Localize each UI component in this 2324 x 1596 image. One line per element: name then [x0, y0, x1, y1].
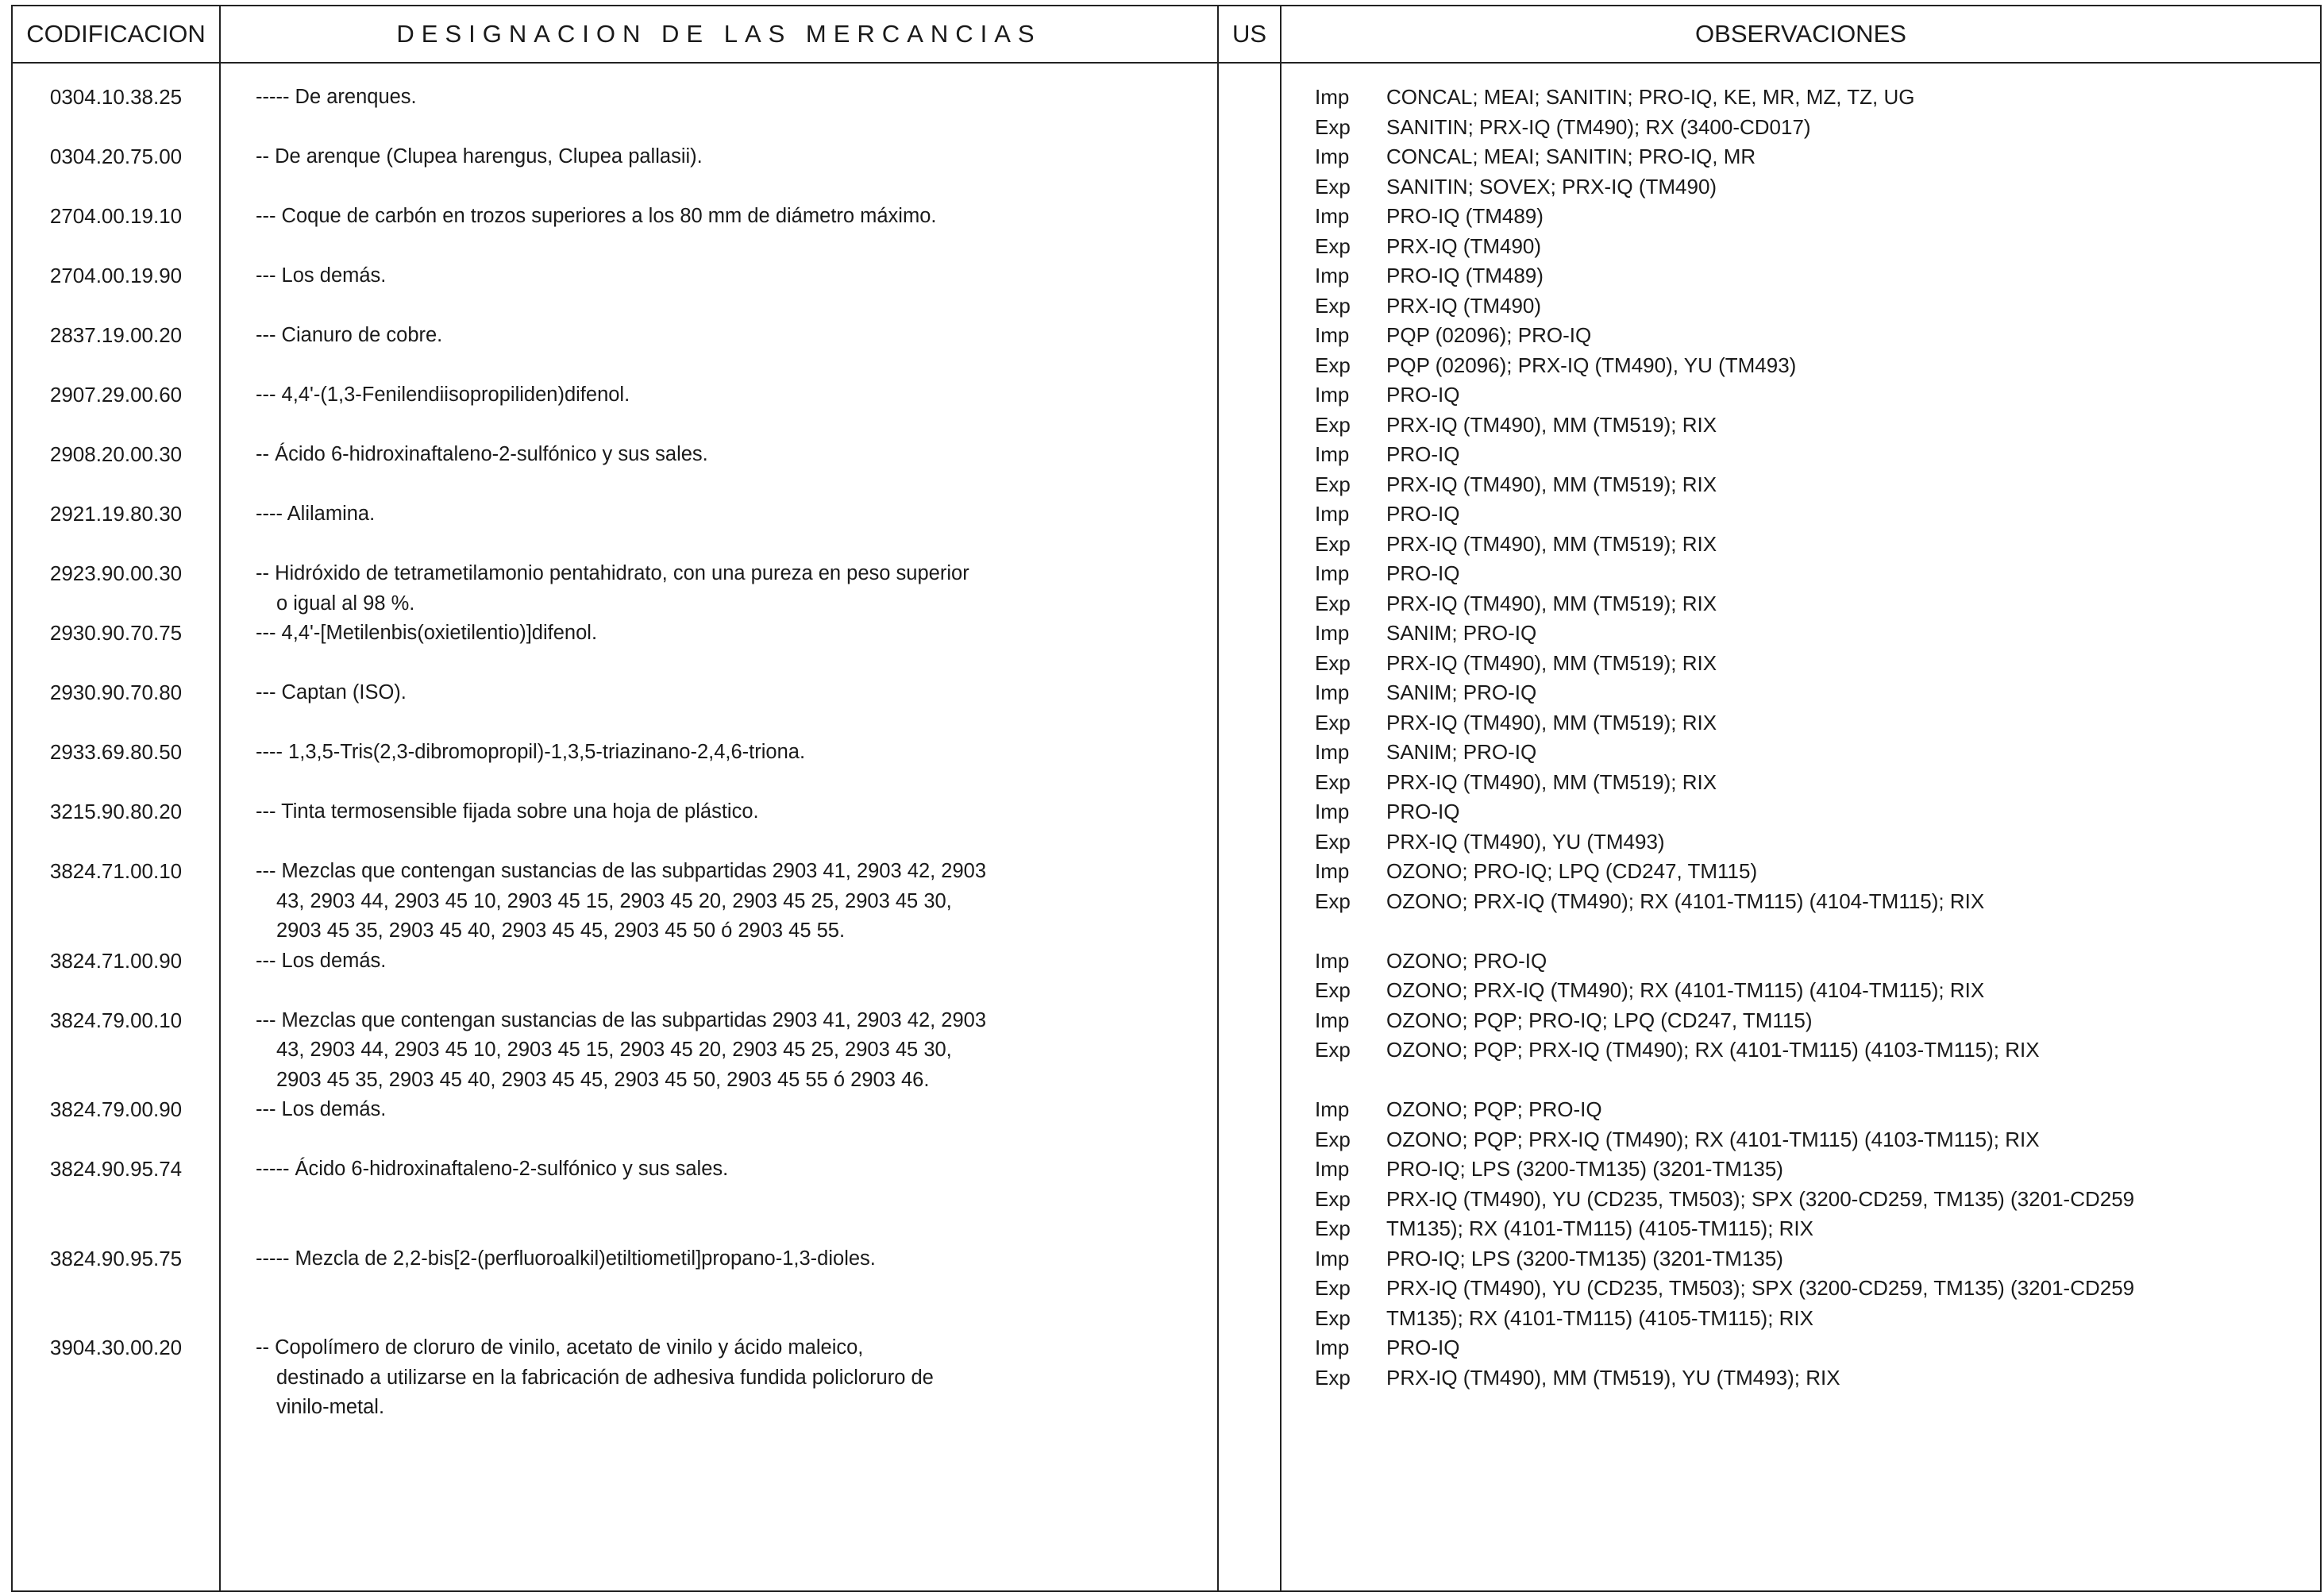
observation-type: Imp: [1315, 323, 1350, 347]
tariff-code: 3824.90.95.75: [49, 1246, 183, 1270]
observation-text: OZONO; PQP; PRO-IQ; LPQ (CD247, TM115): [1386, 1008, 1813, 1032]
observations: [1315, 1333, 2299, 1393]
observation-type: Exp: [1315, 978, 1351, 1002]
observation-text: OZONO; PQP; PRX-IQ (TM490); RX (4101-TM115) (4103-TM115); RIX: [1386, 1038, 2040, 1062]
observation-text: PRX-IQ (TM490), MM (TM519); RIX: [1386, 591, 1717, 615]
observation-type: Exp: [1315, 889, 1351, 913]
observations: [1315, 321, 2299, 380]
observation-type: Imp: [1315, 859, 1350, 883]
observation-type: Exp: [1315, 591, 1351, 615]
observation-text: PRO-IQ: [1386, 800, 1460, 823]
observation-line: [1315, 1006, 2299, 1036]
observations: [1315, 946, 2299, 1006]
observation-line: [1315, 1155, 2299, 1185]
description-line: ----- Mezcla de 2,2-bis[2-(perfluoroalkil)etiltiometil]propano-1,3-dioles.: [256, 1247, 876, 1270]
observation-text: SANIM; PRO-IQ: [1386, 740, 1537, 764]
tariff-code: 2921.19.80.30: [49, 502, 183, 526]
observations: [1315, 1244, 2299, 1334]
observations: [1315, 857, 2299, 916]
description-line: destinado a utilizarse en la fabricación de adhesiva fundida policloruro de: [276, 1366, 934, 1389]
description-line: --- 4,4'-[Metilenbis(oxietilentio)]difenol.: [256, 622, 598, 644]
observation-line: [1315, 1035, 2299, 1066]
observation-type: Imp: [1315, 264, 1350, 287]
header-us: US: [1231, 20, 1267, 48]
observation-text: PRO-IQ; LPS (3200-TM135) (3201-TM135): [1386, 1157, 1783, 1181]
observation-text: PRO-IQ: [1386, 561, 1460, 585]
observation-type: Imp: [1315, 561, 1350, 585]
observation-line: [1315, 946, 2299, 977]
observations: [1315, 1155, 2299, 1244]
observation-line: [1315, 113, 2299, 143]
observations: [1315, 202, 2299, 261]
observation-text: OZONO; PRO-IQ: [1386, 948, 1547, 973]
observation-text: PRX-IQ (TM490), YU (CD235, TM503); SPX (3200-CD259, TM135) (3201-CD259: [1386, 1186, 2135, 1211]
goods-description: [256, 440, 1081, 470]
description-line: ---- 1,3,5-Tris(2,3-dibromopropil)-1,3,5-triazinano-2,4,6-triona.: [256, 741, 806, 763]
observation-line: [1315, 321, 2299, 351]
observations: [1315, 678, 2299, 738]
goods-description: [256, 499, 1081, 530]
observation-text: PRX-IQ (TM490), MM (TM519); RIX: [1386, 531, 1717, 556]
observation-type: Imp: [1315, 1008, 1350, 1032]
observation-text: PRO-IQ: [1386, 383, 1460, 407]
observation-type: Imp: [1315, 740, 1350, 764]
observation-line: [1315, 1274, 2299, 1304]
goods-description: [256, 946, 1081, 977]
observations: [1315, 1095, 2299, 1155]
observation-type: Imp: [1315, 948, 1350, 973]
description-line: --- Cianuro de cobre.: [256, 324, 443, 346]
observations: [1315, 380, 2299, 440]
observations: [1315, 797, 2299, 857]
observation-line: [1315, 142, 2299, 172]
observation-text: OZONO; PQP; PRO-IQ: [1386, 1097, 1602, 1121]
observation-type: Exp: [1315, 829, 1351, 854]
observation-line: [1315, 172, 2299, 202]
observation-text: PRX-IQ (TM490), MM (TM519), YU (TM493); RIX: [1386, 1365, 1840, 1390]
description-line: 43, 2903 44, 2903 45 10, 2903 45 15, 2903 45 20, 2903 45 25, 2903 45 30,: [276, 1039, 952, 1061]
observation-line: [1315, 1363, 2299, 1394]
observation-type: Imp: [1315, 383, 1350, 407]
observation-type: Exp: [1315, 769, 1351, 794]
description-line: --- Los demás.: [256, 264, 387, 287]
header-observaciones: OBSERVACIONES: [1695, 20, 1906, 48]
description-line: ---- Alilamina.: [256, 503, 376, 525]
observation-text: CONCAL; MEAI; SANITIN; PRO-IQ, KE, MR, MZ, TZ, UG: [1386, 85, 1915, 109]
observation-text: PRO-IQ: [1386, 1336, 1460, 1359]
observation-type: Exp: [1315, 174, 1351, 199]
tariff-code: 2923.90.00.30: [49, 561, 183, 585]
goods-description: [256, 142, 1081, 172]
observation-text: PRO-IQ: [1386, 442, 1460, 466]
observations: [1315, 261, 2299, 321]
observations: [1315, 619, 2299, 678]
observation-type: Exp: [1315, 1365, 1351, 1390]
observation-text: PRO-IQ (TM489): [1386, 204, 1544, 228]
observation-text: SANIM; PRO-IQ: [1386, 680, 1537, 704]
description-line: vinilo-metal.: [276, 1396, 385, 1418]
observation-line: [1315, 708, 2299, 738]
observations: [1315, 499, 2299, 559]
observation-text: PRX-IQ (TM490), MM (TM519); RIX: [1386, 769, 1717, 794]
description-line: --- Los demás.: [256, 1098, 387, 1120]
observations: [1315, 559, 2299, 619]
observation-text: OZONO; PRX-IQ (TM490); RX (4101-TM115) (4104-TM115); RIX: [1386, 978, 1985, 1002]
description-line: ----- Ácido 6-hidroxinaftaleno-2-sulfónico y sus sales.: [256, 1158, 729, 1180]
tariff-code: 0304.20.75.00: [49, 145, 183, 168]
header-designacion: DESIGNACION DE LAS MERCANCIAS: [396, 20, 1042, 48]
observation-line: [1315, 380, 2299, 411]
observation-line: [1315, 1214, 2299, 1244]
observation-type: Imp: [1315, 621, 1350, 645]
goods-description: [256, 1244, 1081, 1274]
tariff-code: 3824.71.00.90: [49, 948, 183, 973]
tariff-table: [11, 5, 2322, 1592]
observation-text: PRX-IQ (TM490), MM (TM519); RIX: [1386, 472, 1717, 496]
description-line: -- Copolímero de cloruro de vinilo, acetato de vinilo y ácido maleico,: [256, 1336, 864, 1359]
observation-type: Exp: [1315, 353, 1351, 377]
observation-line: [1315, 1304, 2299, 1334]
goods-description: [256, 1155, 1081, 1185]
observation-type: Exp: [1315, 710, 1351, 734]
observation-type: Imp: [1315, 1246, 1350, 1270]
description-line: --- Mezclas que contengan sustancias de las subpartidas 2903 41, 2903 42, 2903: [256, 860, 987, 882]
observation-type: Exp: [1315, 1276, 1351, 1300]
tariff-code: 2837.19.00.20: [49, 323, 183, 347]
tariff-code: 2933.69.80.50: [49, 740, 183, 764]
observation-type: Imp: [1315, 204, 1350, 228]
column-divider: [219, 6, 221, 1590]
observations: [1315, 440, 2299, 499]
goods-description: [256, 619, 1081, 649]
observation-text: PRX-IQ (TM490), YU (CD235, TM503); SPX (3200-CD259, TM135) (3201-CD259: [1386, 1276, 2135, 1300]
observation-type: Imp: [1315, 1336, 1350, 1359]
observation-type: Exp: [1315, 293, 1351, 318]
observation-text: SANITIN; SOVEX; PRX-IQ (TM490): [1386, 174, 1717, 199]
description-line: 2903 45 35, 2903 45 40, 2903 45 45, 2903 45 50 ó 2903 45 55.: [276, 919, 846, 942]
column-divider: [1217, 6, 1219, 1590]
observation-line: [1315, 1125, 2299, 1155]
observation-line: [1315, 976, 2299, 1006]
observation-text: PRX-IQ (TM490), YU (TM493): [1386, 829, 1665, 854]
observation-text: PRX-IQ (TM490), MM (TM519); RIX: [1386, 650, 1717, 675]
observation-text: PRX-IQ (TM490): [1386, 233, 1542, 258]
observation-text: PRO-IQ (TM489): [1386, 264, 1544, 287]
observations: [1315, 142, 2299, 202]
tariff-code: 3824.90.95.74: [49, 1157, 183, 1181]
description-line: o igual al 98 %.: [276, 592, 415, 615]
description-line: ----- De arenques.: [256, 86, 417, 108]
tariff-code: 3215.90.80.20: [49, 800, 183, 823]
observations: [1315, 1006, 2299, 1066]
observation-type: Imp: [1315, 800, 1350, 823]
observation-text: PRO-IQ; LPS (3200-TM135) (3201-TM135): [1386, 1246, 1783, 1270]
tariff-code: 2704.00.19.90: [49, 264, 183, 287]
observation-type: Exp: [1315, 1186, 1351, 1211]
tariff-code: 2930.90.70.75: [49, 621, 183, 645]
observation-text: OZONO; PRX-IQ (TM490); RX (4101-TM115) (4104-TM115); RIX: [1386, 889, 1985, 913]
observation-line: [1315, 261, 2299, 291]
observation-type: Exp: [1315, 472, 1351, 496]
goods-description: [256, 559, 1081, 619]
goods-description: [256, 1095, 1081, 1125]
observation-line: [1315, 738, 2299, 768]
goods-description: [256, 380, 1081, 411]
goods-description: [256, 1006, 1081, 1096]
observation-line: [1315, 202, 2299, 232]
observation-text: PQP (02096); PRO-IQ: [1386, 323, 1592, 347]
observation-line: [1315, 887, 2299, 917]
description-line: -- De arenque (Clupea harengus, Clupea pallasii).: [256, 145, 703, 168]
observation-text: PRX-IQ (TM490), MM (TM519); RIX: [1386, 710, 1717, 734]
observation-type: Exp: [1315, 1038, 1351, 1062]
observation-line: [1315, 291, 2299, 322]
observation-line: [1315, 411, 2299, 441]
goods-description: [256, 321, 1081, 351]
observation-text: PRX-IQ (TM490): [1386, 293, 1542, 318]
observation-text: PQP (02096); PRX-IQ (TM490), YU (TM493): [1386, 353, 1797, 377]
description-line: --- Mezclas que contengan sustancias de las subpartidas 2903 41, 2903 42, 2903: [256, 1008, 987, 1031]
tariff-code: 0304.10.38.25: [49, 85, 183, 109]
description-line: 2903 45 35, 2903 45 40, 2903 45 45, 2903 45 50, 2903 45 55 ó 2903 46.: [276, 1068, 930, 1091]
observation-line: [1315, 499, 2299, 530]
header-divider: [13, 62, 2320, 64]
observation-line: [1315, 470, 2299, 500]
observations: [1315, 738, 2299, 797]
observation-type: Imp: [1315, 502, 1350, 526]
observation-type: Exp: [1315, 1305, 1351, 1330]
observation-text: TM135); RX (4101-TM115) (4105-TM115); RIX: [1386, 1305, 1813, 1330]
observation-text: PRO-IQ: [1386, 502, 1460, 526]
tariff-code: 2704.00.19.10: [49, 204, 183, 228]
observation-line: [1315, 440, 2299, 470]
observation-line: [1315, 1185, 2299, 1215]
observations: [1315, 83, 2299, 142]
observation-type: Imp: [1315, 145, 1350, 168]
description-line: --- Tinta termosensible fijada sobre una hoja de plástico.: [256, 800, 759, 823]
goods-description: [256, 202, 1081, 232]
goods-description: [256, 678, 1081, 708]
header-codificacion: CODIFICACION: [26, 20, 206, 48]
goods-description: [256, 738, 1081, 768]
observation-line: [1315, 530, 2299, 560]
observation-line: [1315, 768, 2299, 798]
observation-type: Exp: [1315, 1127, 1351, 1151]
observation-line: [1315, 649, 2299, 679]
column-divider: [1280, 6, 1281, 1590]
observation-type: Exp: [1315, 650, 1351, 675]
tariff-code: 2907.29.00.60: [49, 383, 183, 407]
description-line: --- Captan (ISO).: [256, 681, 407, 704]
goods-description: [256, 857, 1081, 946]
observation-line: [1315, 589, 2299, 619]
observation-type: Exp: [1315, 114, 1351, 139]
observation-text: OZONO; PRO-IQ; LPQ (CD247, TM115): [1386, 859, 1758, 883]
description-line: --- 4,4'-(1,3-Fenilendiisopropiliden)difenol.: [256, 384, 630, 406]
observation-type: Imp: [1315, 680, 1350, 704]
tariff-code: 3904.30.00.20: [49, 1336, 183, 1359]
observation-line: [1315, 83, 2299, 113]
observation-type: Imp: [1315, 85, 1350, 109]
description-line: -- Hidróxido de tetrametilamonio pentahidrato, con una pureza en peso superior: [256, 562, 969, 584]
observation-text: CONCAL; MEAI; SANITIN; PRO-IQ, MR: [1386, 145, 1756, 168]
tariff-code: 3824.79.00.10: [49, 1008, 183, 1032]
observation-type: Exp: [1315, 233, 1351, 258]
tariff-code: 3824.71.00.10: [49, 859, 183, 883]
goods-description: [256, 797, 1081, 827]
description-line: --- Coque de carbón en trozos superiores a los 80 mm de diámetro máximo.: [256, 205, 937, 227]
description-line: --- Los demás.: [256, 949, 387, 972]
tariff-code: 3824.79.00.90: [49, 1097, 183, 1121]
observation-line: [1315, 827, 2299, 858]
observation-text: OZONO; PQP; PRX-IQ (TM490); RX (4101-TM115) (4103-TM115); RIX: [1386, 1127, 2040, 1151]
observation-type: Imp: [1315, 442, 1350, 466]
observation-type: Imp: [1315, 1157, 1350, 1181]
observation-line: [1315, 559, 2299, 589]
goods-description: [256, 83, 1081, 113]
description-line: 43, 2903 44, 2903 45 10, 2903 45 15, 2903 45 20, 2903 45 25, 2903 45 30,: [276, 889, 952, 912]
observation-line: [1315, 1333, 2299, 1363]
observation-text: SANIM; PRO-IQ: [1386, 621, 1537, 645]
goods-description: [256, 1333, 1081, 1423]
description-line: -- Ácido 6-hidroxinaftaleno-2-sulfónico y sus sales.: [256, 443, 708, 465]
observation-line: [1315, 1244, 2299, 1274]
goods-description: [256, 261, 1081, 291]
observation-type: Exp: [1315, 412, 1351, 437]
observation-line: [1315, 619, 2299, 649]
observation-text: PRX-IQ (TM490), MM (TM519); RIX: [1386, 412, 1717, 437]
observation-text: TM135); RX (4101-TM115) (4105-TM115); RIX: [1386, 1216, 1813, 1240]
tariff-code: 2930.90.70.80: [49, 680, 183, 704]
observation-type: Imp: [1315, 1097, 1350, 1121]
observation-type: Exp: [1315, 1216, 1351, 1240]
observation-type: Exp: [1315, 531, 1351, 556]
observation-line: [1315, 857, 2299, 887]
observation-line: [1315, 351, 2299, 381]
tariff-code: 2908.20.00.30: [49, 442, 183, 466]
observation-text: SANITIN; PRX-IQ (TM490); RX (3400-CD017): [1386, 114, 1811, 139]
observation-line: [1315, 797, 2299, 827]
observation-line: [1315, 678, 2299, 708]
observation-line: [1315, 1095, 2299, 1125]
observation-line: [1315, 232, 2299, 262]
